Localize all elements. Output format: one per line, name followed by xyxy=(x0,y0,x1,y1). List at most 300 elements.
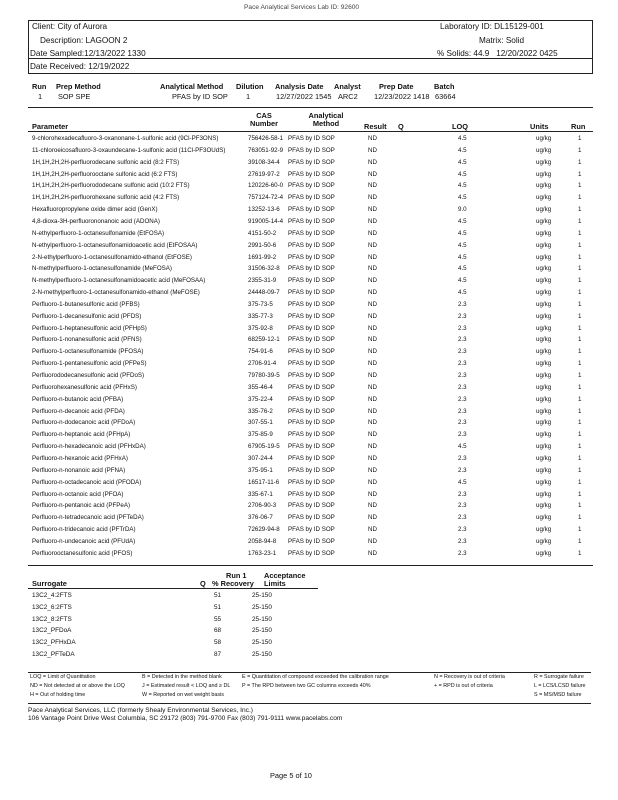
parameter-name: 11-chloroeicosafluoro-3-oxaundecane-1-sulfonic acid (11Cl-PF3OUdS) xyxy=(32,146,226,154)
parameter-name: Perfluoro-n-hexanoic acid (PFHxA) xyxy=(32,454,128,462)
units-value: ug/kg xyxy=(536,466,552,474)
units-value: ug/kg xyxy=(536,253,552,261)
table-row xyxy=(28,335,593,345)
table-row xyxy=(28,603,328,613)
loq-value: 2.3 xyxy=(458,419,467,427)
table-row xyxy=(28,312,593,322)
loq-value: 2.3 xyxy=(458,514,467,522)
run-value: 1 xyxy=(578,135,582,142)
units-value: ug/kg xyxy=(536,135,552,142)
run-value: 1 xyxy=(578,170,582,178)
parameter-name: Perfluoro-n-dodecanoic acid (PFDoA) xyxy=(32,419,136,427)
parameter-name: Perfluoro-1-butanesulfonic acid (PFBS) xyxy=(32,300,140,308)
result-value: ND xyxy=(368,206,377,214)
table-row xyxy=(28,359,593,369)
divider xyxy=(28,588,318,589)
prep-prep-date: 12/23/2022 1418 xyxy=(374,92,430,101)
parameter-name: Perfluorododecanesulfonic acid (PFDoS) xyxy=(32,372,145,379)
prep-header-analysis-date: Analysis Date xyxy=(275,82,324,91)
analytical-method: PFAS by ID SOP xyxy=(288,229,335,237)
analytical-method: PFAS by ID SOP xyxy=(288,407,335,415)
parameter-name: 1H,1H,2H,2H-perfluorooctane sulfonic acid (6:2 FTS) xyxy=(32,170,178,178)
result-value: ND xyxy=(368,146,377,154)
legend-item: P = The RPD between two GC columns exceeds 40% xyxy=(242,683,371,689)
analytical-method: PFAS by ID SOP xyxy=(288,194,335,202)
units-value: ug/kg xyxy=(536,372,552,379)
analytical-method: PFAS by ID SOP xyxy=(288,253,335,261)
run-value: 1 xyxy=(578,300,582,308)
table-row xyxy=(28,395,593,405)
result-value: ND xyxy=(368,229,377,237)
surrogate-limits: 25-150 xyxy=(252,651,272,658)
cas-number: 1691-99-2 xyxy=(248,253,277,261)
analytical-method: PFAS by ID SOP xyxy=(288,146,335,154)
table-row xyxy=(28,146,593,156)
cas-number: 375-95-1 xyxy=(248,466,273,474)
table-row xyxy=(28,347,593,357)
results-header-result: Result xyxy=(364,122,387,131)
result-value: ND xyxy=(368,466,377,474)
parameter-name: 2-N-methylperfluoro-1-octanesulfonamido-ethanol (MeFOSE) xyxy=(32,289,200,297)
units-value: ug/kg xyxy=(536,206,552,214)
prep-header-prep-method: Prep Method xyxy=(56,82,101,91)
table-row xyxy=(28,454,593,464)
surrogate-recovery: 51 xyxy=(214,592,222,599)
units-value: ug/kg xyxy=(536,419,552,427)
cas-number: 2355-31-9 xyxy=(248,277,277,285)
surrogate-header-run1: Run 1 xyxy=(226,571,247,580)
parameter-name: Perfluoro-1-nonanesulfonic acid (PFNS) xyxy=(32,336,142,344)
surrogate-recovery: 68 xyxy=(214,627,222,635)
parameter-name: 4,8-dioxa-3H-perfluorononanoic acid (ADONA) xyxy=(32,217,160,225)
units-value: ug/kg xyxy=(536,478,552,486)
run-value: 1 xyxy=(578,407,582,415)
run-value: 1 xyxy=(578,549,582,557)
loq-value: 2.3 xyxy=(458,383,467,391)
analytical-method: PFAS by ID SOP xyxy=(288,241,335,249)
parameter-name: N-ethylperfluoro-1-octanesulfonamidoacetic acid (EtFOSAA) xyxy=(32,241,198,249)
prep-header-batch: Batch xyxy=(434,82,455,91)
units-value: ug/kg xyxy=(536,277,552,285)
cas-number: 355-46-4 xyxy=(248,383,273,391)
run-value: 1 xyxy=(578,478,582,486)
result-value: ND xyxy=(368,253,377,261)
cas-number: 39108-34-4 xyxy=(248,158,280,166)
parameter-name: N-methylperfluoro-1-octanesulfonamide (MeFOSA) xyxy=(32,265,172,273)
parameter-name: Perfluoro-1-octanesulfonamide (PFOSA) xyxy=(32,348,144,356)
table-row xyxy=(28,626,328,636)
loq-value: 4.5 xyxy=(458,158,467,166)
cas-number: 2706-91-4 xyxy=(248,360,277,368)
parameter-name: Perfluoro-n-octanoic acid (PFOA) xyxy=(32,490,124,498)
loq-value: 4.5 xyxy=(458,170,467,178)
prep-header-prep-date: Prep Date xyxy=(379,82,414,91)
legend-item: E = Quantitation of compound exceeded the calibration range xyxy=(242,674,389,680)
parameter-name: Perfluoro-n-nonanoic acid (PFNA) xyxy=(32,466,126,474)
prep-header-analytical-method: Analytical Method xyxy=(160,82,224,91)
run-value: 1 xyxy=(578,217,582,225)
loq-value: 2.3 xyxy=(458,348,467,356)
units-value: ug/kg xyxy=(536,348,552,356)
table-row xyxy=(28,158,593,168)
run-value: 1 xyxy=(578,312,582,320)
loq-value: 4.5 xyxy=(458,146,467,154)
loq-value: 2.3 xyxy=(458,466,467,474)
table-row xyxy=(28,513,593,523)
description-field: Description: LAGOON 2 xyxy=(40,36,128,45)
analytical-method: PFAS by ID SOP xyxy=(288,549,335,557)
results-header-loq: LOQ xyxy=(452,122,469,131)
loq-value: 2.3 xyxy=(458,502,467,510)
legend-item: J = Estimated result < LOQ and ≥ DL xyxy=(142,683,231,689)
result-value: ND xyxy=(368,537,377,545)
table-row xyxy=(28,241,593,251)
analytical-method: PFAS by ID SOP xyxy=(288,395,335,403)
cas-number: 335-77-3 xyxy=(248,312,273,320)
units-value: ug/kg xyxy=(536,229,552,237)
cas-number: 757124-72-4 xyxy=(248,194,284,202)
cas-number: 68259-12-1 xyxy=(248,336,280,344)
cas-number: 335-76-2 xyxy=(248,407,273,415)
analytical-method: PFAS by ID SOP xyxy=(288,300,335,308)
surrogate-recovery: 51 xyxy=(214,603,222,611)
cas-number: 375-22-4 xyxy=(248,395,273,403)
table-row xyxy=(28,170,593,180)
table-row xyxy=(28,638,328,648)
table-row xyxy=(28,442,593,452)
loq-value: 4.5 xyxy=(458,265,467,273)
table-row xyxy=(28,591,328,601)
loq-value: 4.5 xyxy=(458,478,467,486)
prep-analytical-method: PFAS by ID SOP xyxy=(172,92,228,101)
units-value: ug/kg xyxy=(536,217,552,225)
legend-item: B = Detected in the method blank xyxy=(142,674,222,680)
cas-number: 1763-23-1 xyxy=(248,549,277,557)
analytical-method: PFAS by ID SOP xyxy=(288,454,335,462)
result-value: ND xyxy=(368,514,377,522)
result-value: ND xyxy=(368,312,377,320)
units-value: ug/kg xyxy=(536,324,552,332)
result-value: ND xyxy=(368,360,377,368)
analytical-method: PFAS by ID SOP xyxy=(288,526,335,534)
result-value: ND xyxy=(368,395,377,403)
table-row xyxy=(28,383,593,393)
analytical-method: PFAS by ID SOP xyxy=(288,158,335,166)
result-value: ND xyxy=(368,348,377,356)
analytical-method: PFAS by ID SOP xyxy=(288,336,335,344)
loq-value: 2.3 xyxy=(458,407,467,415)
surrogate-name: 13C2_4:2FTS xyxy=(32,592,72,599)
loq-value: 2.3 xyxy=(458,537,467,545)
prep-method: SOP SPE xyxy=(58,92,91,101)
result-value: ND xyxy=(368,300,377,308)
solids-field: % Solids: 44.9 12/20/2022 0425 xyxy=(437,49,558,58)
analytical-method: PFAS by ID SOP xyxy=(288,466,335,474)
units-value: ug/kg xyxy=(536,502,552,510)
units-value: ug/kg xyxy=(536,158,552,166)
table-row xyxy=(28,430,593,440)
result-value: ND xyxy=(368,383,377,391)
surrogate-name: 13C2_8:2FTS xyxy=(32,615,72,623)
units-value: ug/kg xyxy=(536,265,552,273)
cas-number: 120226-60-0 xyxy=(248,182,284,190)
loq-value: 4.5 xyxy=(458,194,467,202)
cas-number: 307-55-1 xyxy=(248,419,273,427)
analytical-method: PFAS by ID SOP xyxy=(288,170,335,178)
divider xyxy=(28,58,593,59)
parameter-name: Perfluoro-n-tridecanoic acid (PFTrDA) xyxy=(32,526,136,534)
cas-number: 13252-13-6 xyxy=(248,206,280,214)
solids-value: 44.9 xyxy=(473,49,490,58)
parameter-name: Perfluorooctanesulfonic acid (PFOS) xyxy=(32,549,133,557)
surrogate-header-q: Q xyxy=(200,579,206,588)
cas-number: 2058-94-8 xyxy=(248,537,277,545)
analytical-method: PFAS by ID SOP xyxy=(288,431,335,439)
table-row xyxy=(28,134,593,144)
parameter-name: Perfluoro-n-pentanoic acid (PFPeA) xyxy=(32,502,131,510)
analytical-method: PFAS by ID SOP xyxy=(288,265,335,273)
parameter-name: N-methylperfluoro-1-octanesulfonamidoacetic acid (MeFOSAA) xyxy=(32,277,206,285)
loq-value: 9.0 xyxy=(458,206,467,214)
table-row xyxy=(28,300,593,310)
run-value: 1 xyxy=(578,502,582,510)
units-value: ug/kg xyxy=(536,312,552,320)
results-header-run: Run xyxy=(571,122,586,131)
analytical-method: PFAS by ID SOP xyxy=(288,312,335,320)
units-value: ug/kg xyxy=(536,431,552,439)
analytical-method: PFAS by ID SOP xyxy=(288,514,335,522)
analytical-method: PFAS by ID SOP xyxy=(288,419,335,427)
run-value: 1 xyxy=(578,490,582,498)
cas-number: 375-85-9 xyxy=(248,431,273,439)
table-row xyxy=(28,501,593,511)
analytical-method: PFAS by ID SOP xyxy=(288,360,335,368)
lab-id-field: Laboratory ID: DL15129-001 xyxy=(440,22,544,31)
matrix-field: Matrix: Solid xyxy=(479,36,525,45)
cas-number: 27619-97-2 xyxy=(248,170,280,178)
table-row xyxy=(28,549,593,559)
loq-value: 2.3 xyxy=(458,431,467,439)
run-value: 1 xyxy=(578,443,582,451)
analytical-method: PFAS by ID SOP xyxy=(288,502,335,510)
loq-value: 4.5 xyxy=(458,229,467,237)
divider xyxy=(28,107,593,108)
table-row xyxy=(28,276,593,286)
cas-number: 375-73-5 xyxy=(248,300,273,308)
cas-number: 763051-92-9 xyxy=(248,146,284,154)
analytical-method: PFAS by ID SOP xyxy=(288,277,335,285)
prep-dilution: 1 xyxy=(246,92,251,101)
result-value: ND xyxy=(368,431,377,439)
results-header-units: Units xyxy=(530,122,549,131)
units-value: ug/kg xyxy=(536,526,552,534)
prep-batch: 63664 xyxy=(435,92,456,101)
parameter-name: 1H,1H,2H,2H-perfluorohexane sulfonic acid (4:2 FTS) xyxy=(32,194,180,202)
run-value: 1 xyxy=(578,514,582,522)
run-value: 1 xyxy=(578,324,582,332)
run-value: 1 xyxy=(578,383,582,391)
legend-item: LOQ = Limit of Quantitation xyxy=(30,674,96,680)
cas-number: 72629-94-8 xyxy=(248,526,280,534)
legend-item: W = Reported on wet weight basis xyxy=(142,692,224,698)
loq-value: 2.3 xyxy=(458,312,467,320)
analytical-method: PFAS by ID SOP xyxy=(288,217,335,225)
cas-number: 16517-11-6 xyxy=(248,478,280,486)
results-header-method: Analytical Method xyxy=(308,111,344,128)
analytical-method: PFAS by ID SOP xyxy=(288,443,335,451)
parameter-name: 2-N-ethylperfluoro-1-octanesulfonamido-ethanol (EtFOSE) xyxy=(32,253,192,261)
result-value: ND xyxy=(368,135,377,142)
date-received-value: 12/19/2022 xyxy=(88,62,130,71)
units-value: ug/kg xyxy=(536,360,552,368)
surrogate-name: 13C2_6:2FTS xyxy=(32,603,72,611)
parameter-name: Perfluoro-1-pentanesulfonic acid (PFPeS) xyxy=(32,360,147,368)
run-value: 1 xyxy=(578,289,582,297)
analytical-method: PFAS by ID SOP xyxy=(288,478,335,486)
divider xyxy=(28,131,593,132)
prep-header-dilution: Dilution xyxy=(236,82,264,91)
footer-company: Pace Analytical Services, LLC (formerly Shealy Environmental Services, Inc.) xyxy=(28,707,254,714)
loq-value: 4.5 xyxy=(458,277,467,285)
units-value: ug/kg xyxy=(536,537,552,545)
analytical-method: PFAS by ID SOP xyxy=(288,135,335,142)
table-row xyxy=(28,253,593,263)
result-value: ND xyxy=(368,526,377,534)
surrogate-limits: 25-150 xyxy=(252,615,272,623)
surrogate-name: 13C2_PFTeDA xyxy=(32,651,75,658)
table-row xyxy=(28,490,593,500)
units-value: ug/kg xyxy=(536,549,552,557)
table-row xyxy=(28,181,593,191)
table-row xyxy=(28,525,593,535)
table-row xyxy=(28,407,593,417)
result-value: ND xyxy=(368,265,377,273)
prep-analysis-date: 12/27/2022 1545 xyxy=(276,92,332,101)
surrogate-recovery: 87 xyxy=(214,651,222,658)
units-value: ug/kg xyxy=(536,300,552,308)
surrogate-recovery: 55 xyxy=(214,615,222,623)
cas-number: 375-92-8 xyxy=(248,324,273,332)
table-row xyxy=(28,288,593,298)
results-header-parameter: Parameter xyxy=(32,122,69,131)
cas-number: 31506-32-8 xyxy=(248,265,280,273)
cas-number: 335-67-1 xyxy=(248,490,273,498)
units-value: ug/kg xyxy=(536,182,552,190)
run-value: 1 xyxy=(578,395,582,403)
run-value: 1 xyxy=(578,348,582,356)
divider xyxy=(28,565,593,566)
units-value: ug/kg xyxy=(536,241,552,249)
units-value: ug/kg xyxy=(536,146,552,154)
run-value: 1 xyxy=(578,158,582,166)
table-row xyxy=(28,478,593,488)
loq-value: 4.5 xyxy=(458,182,467,190)
loq-value: 2.3 xyxy=(458,454,467,462)
cas-number: 67905-19-5 xyxy=(248,443,280,451)
table-row xyxy=(28,217,593,227)
run-value: 1 xyxy=(578,277,582,285)
date-received-field: Date Received: 12/19/2022 xyxy=(30,62,130,71)
table-row xyxy=(28,650,328,660)
table-row xyxy=(28,537,593,547)
result-value: ND xyxy=(368,478,377,486)
table-row xyxy=(28,264,593,274)
surrogate-recovery: 58 xyxy=(214,639,222,647)
units-value: ug/kg xyxy=(536,289,552,297)
parameter-name: Perfluoro-1-heptanesulfonic acid (PFHpS) xyxy=(32,324,147,332)
table-row xyxy=(28,466,593,476)
analytical-method: PFAS by ID SOP xyxy=(288,383,335,391)
result-value: ND xyxy=(368,372,377,379)
page-header: Pace Analytical Services Lab ID: 92600 xyxy=(244,4,360,11)
page-number: Page 5 of 10 xyxy=(270,771,312,780)
run-value: 1 xyxy=(578,431,582,439)
table-row xyxy=(28,324,593,334)
result-value: ND xyxy=(368,324,377,332)
surrogate-name: 13C2_PFHxDA xyxy=(32,639,76,647)
parameter-name: Perfluoro-n-heptanoic acid (PFHpA) xyxy=(32,431,131,439)
lab-id-value: DL15129-001 xyxy=(494,22,544,31)
client-field: Client: City of Aurora xyxy=(32,22,108,31)
description-value: LAGOON 2 xyxy=(85,36,128,45)
units-value: ug/kg xyxy=(536,407,552,415)
results-header-cas: CAS Number xyxy=(250,111,278,128)
result-value: ND xyxy=(368,182,377,190)
analytical-method: PFAS by ID SOP xyxy=(288,182,335,190)
result-value: ND xyxy=(368,419,377,427)
analytical-method: PFAS by ID SOP xyxy=(288,348,335,356)
units-value: ug/kg xyxy=(536,490,552,498)
cas-number: 2991-50-6 xyxy=(248,241,277,249)
table-row xyxy=(28,205,593,215)
parameter-name: Hexafluoropropylene oxide dimer acid (GenX) xyxy=(32,206,158,214)
cas-number: 756426-58-1 xyxy=(248,135,284,142)
run-value: 1 xyxy=(578,253,582,261)
results-header-q: Q xyxy=(398,122,404,131)
result-value: ND xyxy=(368,289,377,297)
run-value: 1 xyxy=(578,419,582,427)
loq-value: 2.3 xyxy=(458,526,467,534)
legend-item: N = Recovery is out of criteria xyxy=(434,674,505,680)
surrogate-header-limits: Limits xyxy=(264,579,286,588)
legend-item: R = Surrogate failure xyxy=(534,674,584,680)
units-value: ug/kg xyxy=(536,443,552,451)
cas-number: 4151-50-2 xyxy=(248,229,277,237)
parameter-name: Perfluoro-n-butanoic acid (PFBA) xyxy=(32,395,124,403)
result-value: ND xyxy=(368,407,377,415)
prep-analyst: ARC2 xyxy=(338,92,358,101)
loq-value: 2.3 xyxy=(458,360,467,368)
cas-number: 2706-90-3 xyxy=(248,502,277,510)
table-row xyxy=(28,615,328,625)
loq-value: 4.5 xyxy=(458,289,467,297)
result-value: ND xyxy=(368,443,377,451)
surrogate-limits: 25-150 xyxy=(252,627,272,635)
legend-item: + = RPD is out of criteria xyxy=(434,683,493,689)
result-value: ND xyxy=(368,490,377,498)
run-value: 1 xyxy=(578,265,582,273)
loq-value: 4.5 xyxy=(458,135,467,142)
run-value: 1 xyxy=(578,241,582,249)
run-value: 1 xyxy=(578,360,582,368)
units-value: ug/kg xyxy=(536,383,552,391)
analytical-method: PFAS by ID SOP xyxy=(288,537,335,545)
run-value: 1 xyxy=(578,229,582,237)
run-value: 1 xyxy=(578,206,582,214)
run-value: 1 xyxy=(578,372,582,379)
parameter-name: Perfluoro-n-undecanoic acid (PFUdA) xyxy=(32,537,136,545)
date-sampled-value: 12/13/2022 1330 xyxy=(84,49,146,58)
